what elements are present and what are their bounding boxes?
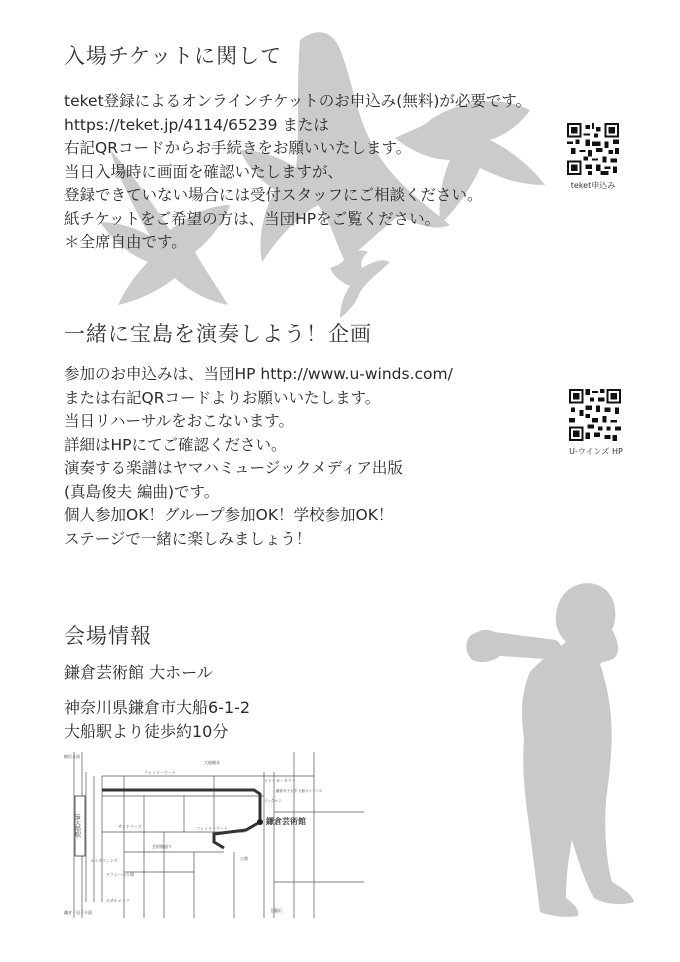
map-label-family-mart-mid: ファミリーマート	[196, 826, 228, 831]
map-label-family-mart-top: ファミリーマート	[144, 770, 176, 775]
ticket-line: 登録できていない場合には受付スタッフにご相談ください。	[64, 186, 483, 204]
map-label-yokohama: 横浜方面	[64, 754, 80, 759]
project-line: (真島俊夫 編曲)です。	[64, 482, 220, 501]
project-text-block	[64, 363, 453, 551]
ticket-text-block	[64, 90, 531, 255]
uwinds-qr-code-icon[interactable]	[569, 389, 621, 441]
map-label-road-1: 芸術館通り	[152, 844, 172, 849]
map-label-taxi: タクシーのり場	[106, 872, 134, 877]
ticket-line: teket登録によるオンラインチケットのお申込み(無料)が必要です。	[64, 92, 532, 110]
map-station-label: JR大船駅	[73, 814, 81, 838]
project-section-title: 一緒に宝島を演奏しよう！企画	[64, 322, 372, 346]
ticket-section-title: 入場チケットに関して	[64, 44, 283, 68]
ticket-line: 当日入場時に画面を確認いたしますが、	[64, 162, 344, 181]
map-label-kamakura-joshi: 鎌倉女子大学 大船キャンパス	[276, 789, 323, 793]
ticket-line: 紙チケットをご希望の方は、当団HPをご覧ください。	[64, 209, 441, 228]
bird-silhouette-small	[330, 250, 390, 318]
venue-access: 大船駅より徒歩約10分	[64, 722, 229, 741]
map-label-hotel: ホテルメッツ	[106, 898, 130, 903]
access-map	[64, 752, 364, 918]
map-label-kamakura: 鎌倉・逗子方面	[64, 910, 92, 915]
trumpet-player-silhouette	[466, 583, 634, 917]
map-label-ofuna-kannon: 大船観音	[204, 760, 220, 765]
uwinds-qr-label: U-ウインズ HP	[569, 447, 623, 456]
walking-route	[102, 790, 260, 848]
venue-section-title: 会場情報	[64, 624, 152, 648]
map-label-lumine: ルミネウィング	[90, 858, 118, 863]
project-line: 演奏する楽譜はヤマハミュージックメディア出版	[64, 459, 403, 477]
teket-qr-code-icon[interactable]	[567, 123, 619, 175]
map-label-book-off: ブックオフ	[264, 799, 282, 803]
project-url-line[interactable]: 参加のお申込みは、当団HP http://www.u-winds.com/	[64, 365, 453, 383]
project-line: ステージで一緒に楽しみましょう！	[64, 529, 312, 548]
project-line: 当日リハーサルをおこないます。	[64, 412, 295, 430]
ticket-line: 右記QRコードからお手続きをお願いいたします。	[64, 139, 412, 157]
project-line: 詳細はHPにてご確認ください。	[64, 435, 287, 454]
map-label-ito-yokado: イトーヨーカドー	[264, 778, 296, 783]
map-venue-label: 鎌倉芸術館	[266, 817, 306, 826]
map-label-park: 公園	[240, 856, 248, 861]
venue-marker-icon	[257, 819, 263, 825]
map-label-road-3: 至藤沢	[270, 908, 282, 913]
venue-address: 神奈川県鎌倉市大船6-1-2	[64, 698, 251, 717]
map-label-sun-drug: サンドラッグ	[118, 824, 142, 829]
project-line: または右記QRコードよりお願いいたします。	[64, 388, 381, 407]
project-line: 個人参加OK！グループ参加OK！学校参加OK！	[64, 506, 394, 524]
ticket-line: ＊全席自由です。	[64, 233, 187, 251]
venue-hall-name: 鎌倉芸術館 大ホール	[64, 663, 213, 682]
teket-qr-label: teket申込み	[570, 181, 616, 190]
ticket-url-line[interactable]: https://teket.jp/4114/65239 または	[64, 115, 329, 134]
